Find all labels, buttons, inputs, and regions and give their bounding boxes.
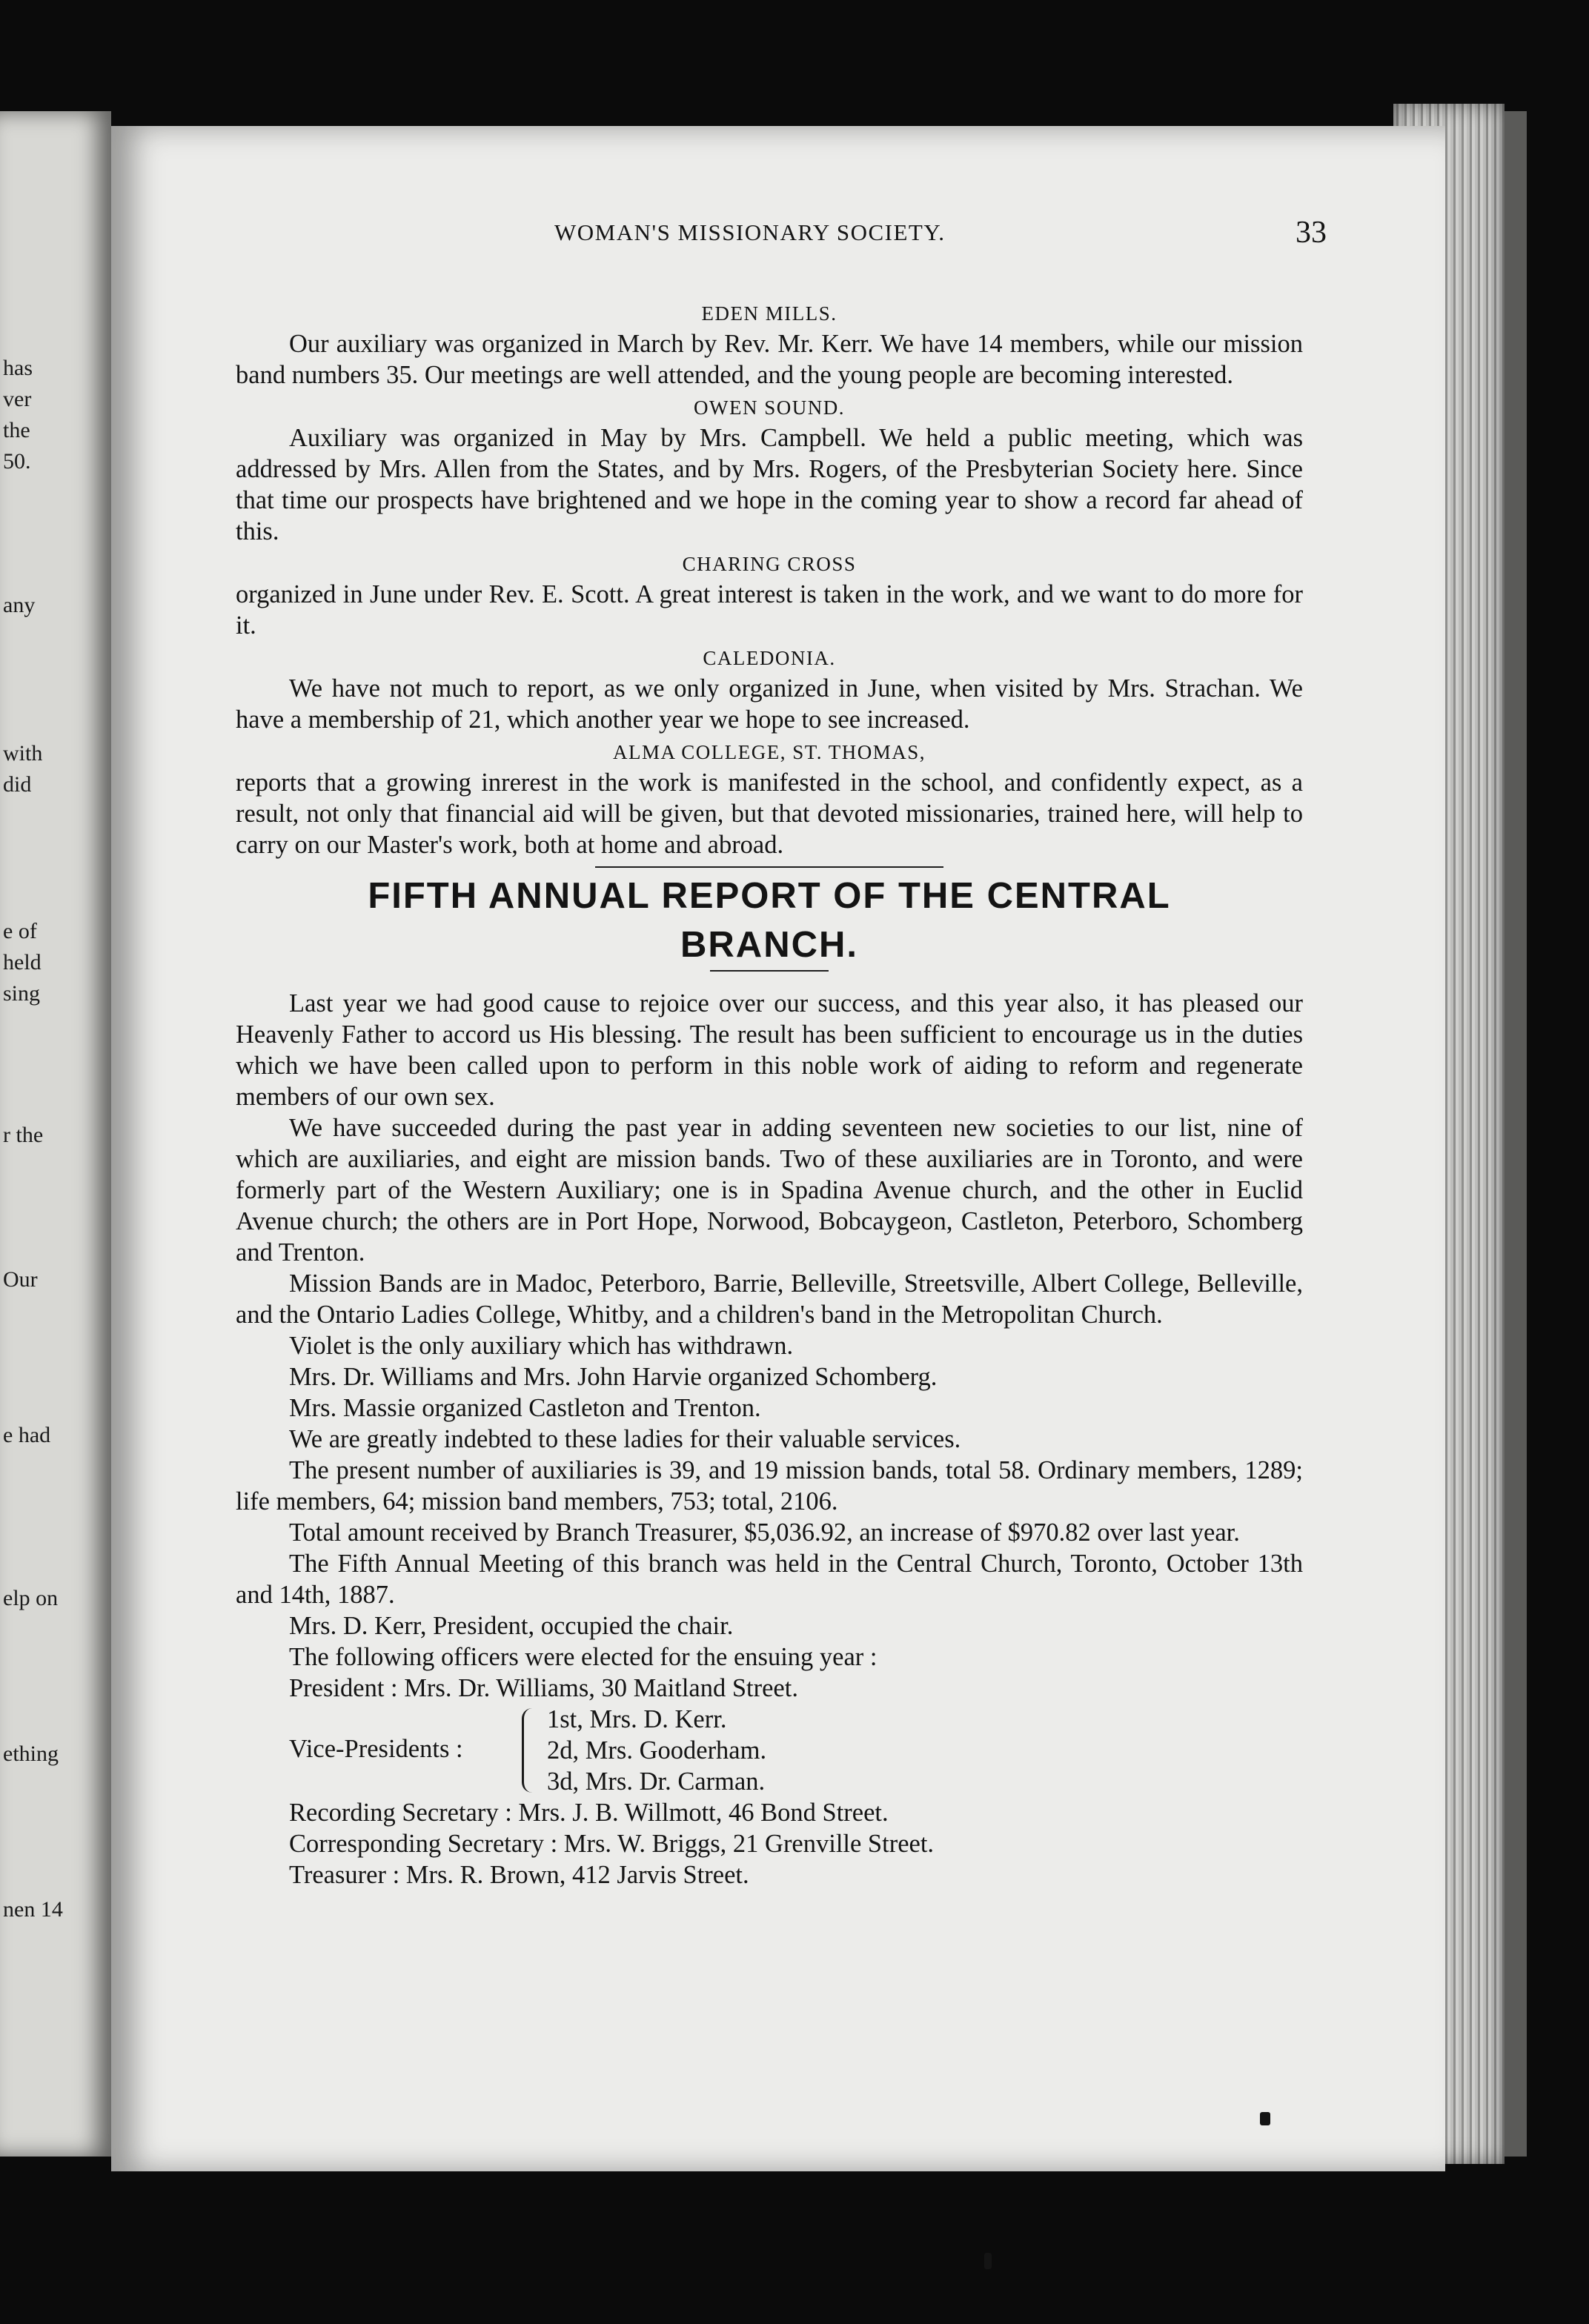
facing-page-fragment: e of — [3, 919, 37, 943]
report-line: Mrs. D. Kerr, President, occupied the chair. — [289, 1612, 734, 1640]
facing-page-fragment: the — [3, 418, 30, 442]
facing-page-fragment: Our — [3, 1267, 38, 1292]
facing-page-fragment: ver — [3, 387, 32, 411]
report-title-line2: BRANCH. — [680, 925, 858, 965]
facing-page-fragment: r the — [3, 1123, 44, 1147]
report-paragraph: Mission Bands are in Madoc, Peterboro, Barrie, Belleville, Streetsville, Albert College, Belleville, and the Ontario Ladies College, Whitby, and a children's band in the Metropolitan Church. — [236, 1269, 1303, 1329]
brace-glyph — [522, 1708, 534, 1793]
ink-mark — [1260, 2112, 1270, 2125]
facing-page-fragment: elp on — [3, 1586, 59, 1610]
divider-rule-short — [710, 970, 829, 972]
facing-page-edge — [0, 111, 111, 2157]
report-line: Mrs. Dr. Williams and Mrs. John Harvie organized Schomberg. — [289, 1363, 938, 1391]
report-line: We are greatly indebted to these ladies for their valuable services. — [289, 1425, 961, 1453]
vice-presidents-list — [547, 1704, 766, 1797]
facing-page-fragment: nen 14 — [3, 1897, 63, 1922]
report-title-line1: FIFTH ANNUAL REPORT OF THE CENTRAL — [368, 876, 1171, 916]
vice-presidents-label: Vice-Presidents : — [289, 1735, 463, 1763]
vice-president-item: 2d, Mrs. Gooderham. — [547, 1736, 767, 1764]
report-paragraph: Last year we had good cause to rejoice over our success, and this year also, it has pleased our Heavenly Father to accord us His blessing. The result has been sufficient to encourage us in the duties which we have been called upon to perform in this noble work of aiding to reform and regenerate members of our own sex. — [236, 989, 1303, 1111]
vice-presidents-block — [236, 1704, 1303, 1797]
facing-page-fragment: e had — [3, 1423, 51, 1447]
facing-page-fragment: has — [3, 356, 33, 380]
section-paragraph: organized in June under Rev. E. Scott. A great interest is taken in the work, and we want to do more for it. — [236, 580, 1303, 640]
divider-rule — [595, 866, 943, 868]
section-heading: CHARING CROSS — [682, 553, 857, 575]
section-paragraph: We have not much to report, as we only organized in June, when visited by Mrs. Strachan. We have a membership of 21, which another year we hope to see increased. — [236, 674, 1303, 734]
officer-corresponding-secretary: Corresponding Secretary : Mrs. W. Briggs, 21 Grenville Street. — [289, 1830, 935, 1858]
section-paragraph: reports that a growing inrerest in the work is manifested in the school, and confidently expect, as a result, not only that financial aid will be given, but that devoted missionaries, trained here, will help to carry on our Master's work, both at home and abroad. — [236, 768, 1303, 859]
section-heading: ALMA COLLEGE, ST. THOMAS, — [612, 741, 926, 763]
report-paragraph: We have succeeded during the past year in adding seventeen new societies to our list, nine of which are auxiliaries, and eight are mission bands. Two of these auxiliaries are in Toronto, and were formerly part of the Western Auxiliary; one is in Spadina Avenue church, and the other in Euclid Avenue church; the others are in Port Hope, Norwood, Bobcaygeon, Castleton, Peterboro, Schomberg and Trenton. — [236, 1114, 1303, 1266]
body-text — [236, 296, 1303, 1890]
report-paragraph: Total amount received by Branch Treasurer, $5,036.92, an increase of $970.82 over last year. — [289, 1518, 1240, 1547]
vice-president-item: 3d, Mrs. Dr. Carman. — [547, 1767, 766, 1796]
report-line: Mrs. Massie organized Castleton and Trenton. — [289, 1394, 761, 1422]
facing-page-fragment: 50. — [3, 449, 31, 474]
facing-page-fragment: sing — [3, 981, 41, 1006]
report-line: Violet is the only auxiliary which has withdrawn. — [289, 1332, 794, 1360]
facing-page-fragment: held — [3, 950, 42, 975]
book-cover-edge — [1505, 111, 1527, 2157]
facing-page-fragment: any — [3, 593, 36, 617]
ink-mark — [984, 2253, 992, 2269]
running-title: WOMAN'S MISSIONARY SOCIETY. — [554, 219, 946, 245]
vice-president-item: 1st, Mrs. D. Kerr. — [547, 1705, 727, 1733]
report-paragraph: The Fifth Annual Meeting of this branch was held in the Central Church, Toronto, October 13th and 14th, 1887. — [236, 1550, 1303, 1609]
section-heading: EDEN MILLS. — [701, 302, 837, 325]
officer-treasurer: Treasurer : Mrs. R. Brown, 412 Jarvis Street. — [289, 1861, 749, 1889]
facing-page-fragment: with — [3, 741, 43, 766]
report-line: The following officers were elected for the ensuing year : — [289, 1643, 878, 1671]
section-paragraph: Our auxiliary was organized in March by Rev. Mr. Kerr. We have 14 members, while our mission band numbers 35. Our meetings are well attended, and the young people are becoming interested. — [236, 330, 1303, 389]
facing-page-fragment: ething — [3, 1742, 59, 1766]
officer-recording-secretary: Recording Secretary : Mrs. J. B. Willmott, 46 Bond Street. — [289, 1799, 889, 1827]
officer-president: President : Mrs. Dr. Williams, 30 Maitland Street. — [289, 1674, 798, 1702]
running-head — [236, 215, 1327, 259]
section-heading: CALEDONIA. — [703, 647, 836, 669]
section-paragraph: Auxiliary was organized in May by Mrs. Campbell. We held a public meeting, which was addressed by Mrs. Allen from the States, and by Mrs. Rogers, of the Presbyterian Society here. Since that time our prospects have brightened and we hope in the coming year to show a record far ahead of this. — [236, 424, 1303, 545]
section-heading: OWEN SOUND. — [694, 396, 845, 419]
report-paragraph: The present number of auxiliaries is 39, and 19 mission bands, total 58. Ordinary members, 1289; life members, 64; mission band members, 753; total, 2106. — [236, 1456, 1303, 1515]
page-number: 33 — [1296, 216, 1327, 250]
facing-page-fragment: did — [3, 772, 32, 797]
